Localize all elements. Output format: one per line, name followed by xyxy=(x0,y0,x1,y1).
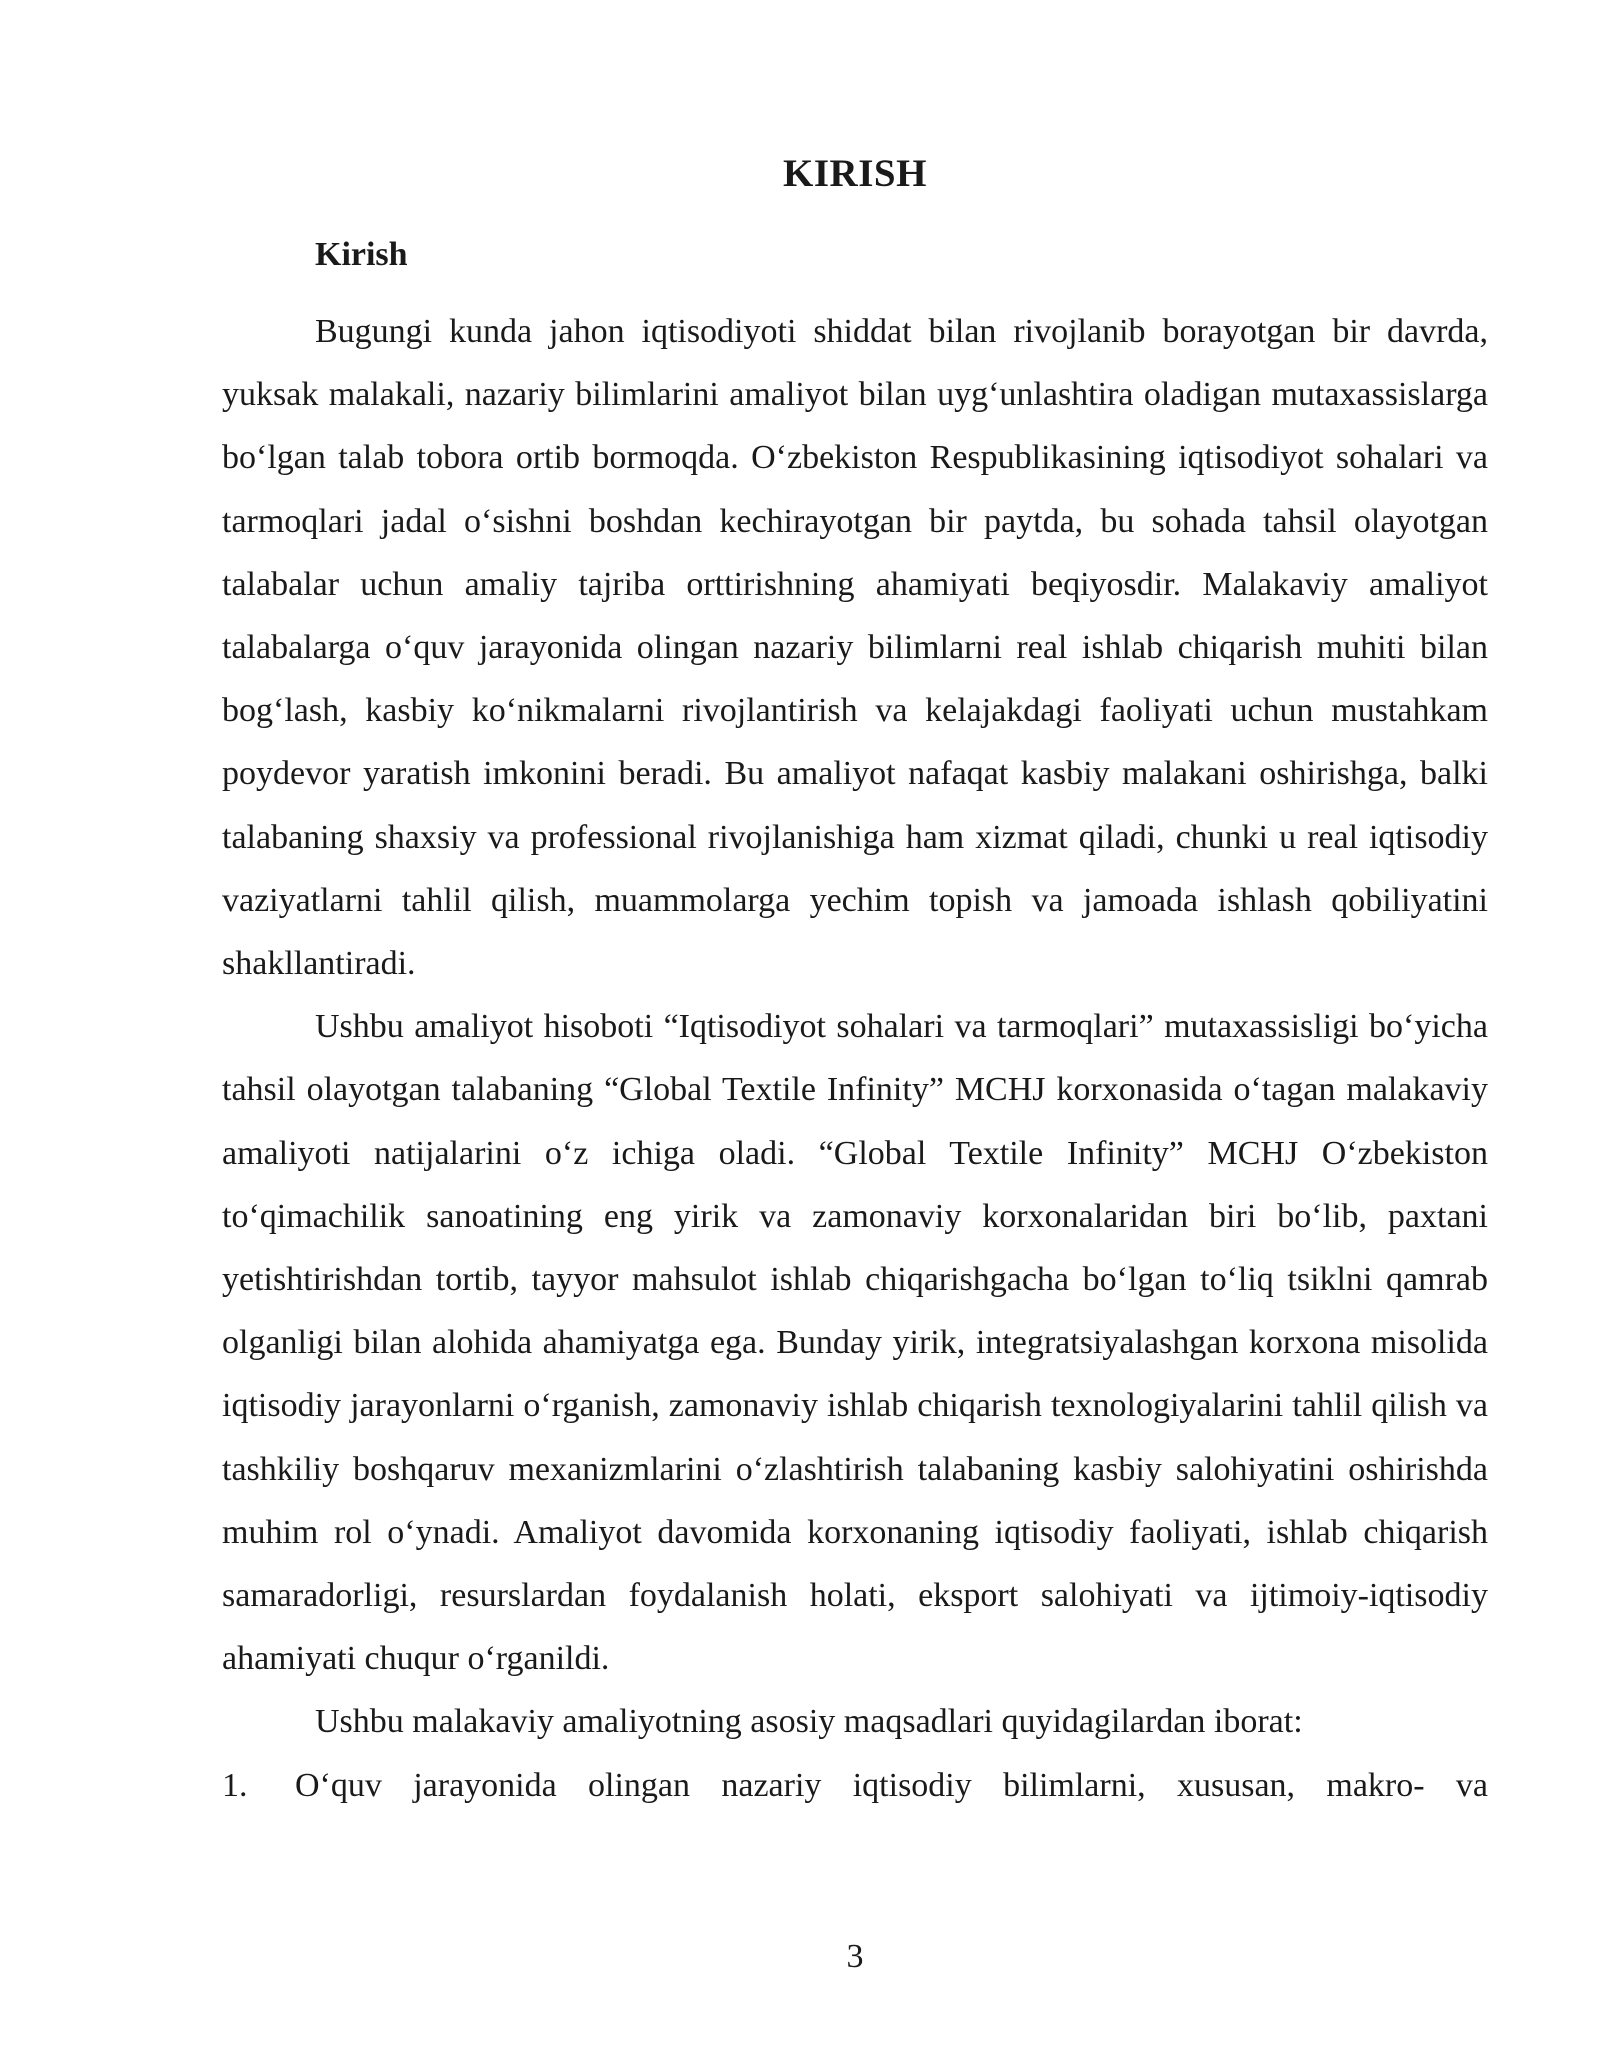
paragraph-report-context: Ushbu amaliyot hisoboti “Iqtisodiyot sohalari va tarmoqlari” mutaxassisligi bo‘yicha tahsil olayotgan talabaning “Global Textile Infinity” MCHJ korxonasida o‘tagan malakaviy amaliyoti natijalarini o‘z ichiga oladi. “Global Textile Infinity” MCHJ O‘zbekiston to‘qimachilik sanoatining eng yirik va zamonaviy korxonalaridan biri bo‘lib, paxtani yetishtirishdan tortib, tayyor mahsulot ishlab chiqarishgacha bo‘lgan to‘liq tsiklni qamrab olganligi bilan alohida ahamiyatga ega. Bunday yirik, integratsiyalashgan korxona misolida iqtisodiy jarayonlarni o‘rganish, zamonaviy ishlab chiqarish texnologiyalarini tahlil qilish va tashkiliy boshqaruv mexanizmlarini o‘zlashtirish talabaning kasbiy salohiyatini oshirishda muhim rol o‘ynadi. Amaliyot davomida korxonaning iqtisodiy faoliyati, ishlab chiqarish samaradorligi, resurslardan foydalanish holati, eksport salohiyati va ijtimoiy-iqtisodiy ahamiyati chuqur o‘rganildi. xyxy=(222,1008,1488,1678)
section-subtitle: Kirish xyxy=(315,236,408,273)
body-text xyxy=(222,300,1488,1817)
paragraph-intro: Bugungi kunda jahon iqtisodiyoti shiddat bilan rivojlanib borayotgan bir davrda, yuksak malakali, nazariy bilimlarini amaliyot bilan uyg‘unlashtira oladigan mutaxassislarga bo‘lgan talab tobora ortib bormoqda. O‘zbekiston Respublikasining iqtisodiyot sohalari va tarmoqlari jadal o‘sishni boshdan kechirayotgan bir paytda, bu sohada tahsil olayotgan talabalar uchun amaliy tajriba orttirishning ahamiyati beqiyosdir. Malakaviy amaliyot talabalarga o‘quv jarayonida olingan nazariy bilimlarni real ishlab chiqarish muhiti bilan bog‘lash, kasbiy ko‘nikmalarni rivojlantirish va kelajakdagi faoliyati uchun mustahkam poydevor yaratish imkonini beradi. Bu amaliyot nafaqat kasbiy malakani oshirishga, balki talabaning shaxsiy va professional rivojlanishiga ham xizmat qiladi, chunki u real iqtisodiy vaziyatlarni tahlil qilish, muammolarga yechim topish va jamoada ishlash qobiliyatini shakllantiradi. xyxy=(222,313,1488,983)
list-item-number: 1. xyxy=(222,1766,248,1804)
list-item-text: O‘quv jarayonida olingan nazariy iqtisodiy bilimlarni, xususan, makro- va xyxy=(295,1766,1488,1804)
paragraph-goals-lead: Ushbu malakaviy amaliyotning asosiy maqsadlari quyidagilardan iborat: xyxy=(315,1703,1303,1741)
page-number: 3 xyxy=(846,1938,864,1975)
list-item xyxy=(222,1754,1488,1817)
page-title: KIRISH xyxy=(783,152,927,195)
